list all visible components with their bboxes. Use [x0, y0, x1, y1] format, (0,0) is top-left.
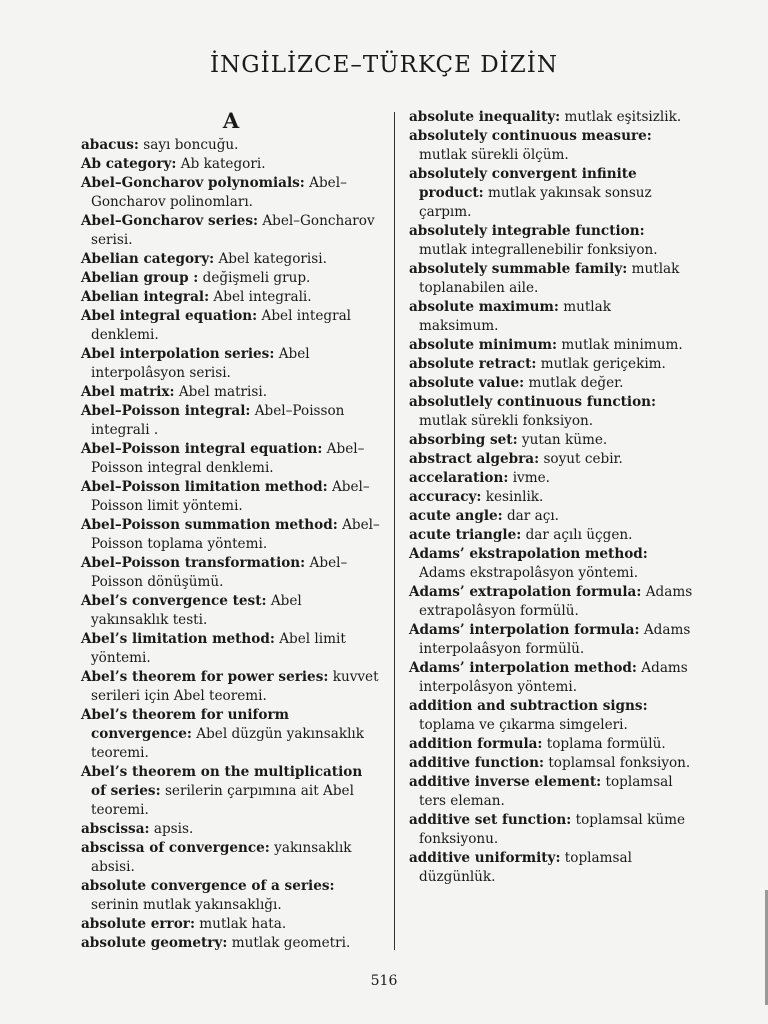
glossary-entry — [409, 773, 694, 811]
entry-definition: toplama ve çıkarma simgeleri. — [419, 717, 628, 733]
glossary-entry — [81, 250, 381, 269]
entry-term: Adams’ ekstrapolation method: — [409, 546, 648, 562]
entry-definition: soyut cebir. — [543, 451, 623, 467]
entry-definition: Abel–Poisson toplama yöntemi. — [91, 517, 380, 552]
entry-term: Adams’ extrapolation formula: — [409, 584, 642, 600]
right-entry-list — [409, 108, 694, 887]
entry-term: Abel interpolation series: — [81, 346, 275, 362]
glossary-entry — [409, 545, 694, 583]
glossary-entry — [409, 488, 694, 507]
entry-definition: Abel interpolâsyon serisi. — [91, 346, 310, 381]
entry-term: abacus: — [81, 137, 139, 153]
glossary-entry — [81, 554, 381, 592]
entry-term: absolutely continuous measure: — [409, 128, 652, 144]
entry-term: Abel matrix: — [81, 384, 175, 400]
glossary-entry — [81, 630, 381, 668]
glossary-entry — [409, 735, 694, 754]
glossary-entry — [409, 355, 694, 374]
glossary-entry — [409, 697, 694, 735]
right-column — [409, 108, 694, 887]
glossary-entry — [409, 431, 694, 450]
glossary-entry — [81, 915, 381, 934]
entry-term: absolutely summable family: — [409, 261, 628, 277]
page-title: İNGİLİZCE–TÜRKÇE DİZİN — [210, 52, 558, 78]
glossary-entry — [81, 155, 381, 174]
section-letter: A — [222, 108, 240, 133]
entry-definition: mutlak hata. — [199, 916, 287, 932]
glossary-entry — [409, 849, 694, 887]
entry-term: absolute convergence of a series: — [81, 878, 335, 894]
entry-definition: toplama formülü. — [546, 736, 666, 752]
entry-definition: mutlak toplanabilen aile. — [419, 261, 680, 296]
entry-term: absolute value: — [409, 375, 525, 391]
entry-term: Abel–Poisson limitation method: — [81, 479, 328, 495]
glossary-entry — [81, 839, 381, 877]
entry-term: Ab category: — [81, 156, 177, 172]
entry-definition: mutlak maksimum. — [419, 299, 612, 334]
entry-term: Abelian integral: — [81, 289, 210, 305]
entry-definition: mutlak sürekli fonksiyon. — [419, 413, 594, 429]
column-divider — [394, 112, 395, 950]
entry-definition: apsis. — [153, 821, 194, 837]
entry-definition: mutlak integrallenebilir fonksiyon. — [419, 242, 658, 258]
entry-term: Abel–Poisson integral: — [81, 403, 251, 419]
entry-term: absolute minimum: — [409, 337, 558, 353]
entry-definition: Adams ekstrapolâsyon yöntemi. — [419, 565, 639, 581]
glossary-entry — [81, 174, 381, 212]
glossary-entry — [409, 621, 694, 659]
entry-definition: Adams interpolaâsyon formülü. — [419, 622, 691, 657]
entry-term: additive uniformity: — [409, 850, 561, 866]
entry-definition: ivme. — [512, 470, 550, 486]
entry-definition: dar açılı üçgen. — [525, 527, 633, 543]
entry-term: absolute maximum: — [409, 299, 559, 315]
page-number: 516 — [370, 973, 398, 989]
glossary-entry — [81, 592, 381, 630]
entry-definition: Ab kategori. — [180, 156, 266, 172]
entry-definition: Abel–Poisson integral denklemi. — [91, 441, 365, 476]
glossary-entry — [81, 934, 381, 953]
glossary-entry — [409, 469, 694, 488]
entry-term: Abel’s limitation method: — [81, 631, 275, 647]
entry-definition: toplamsal ters eleman. — [419, 774, 673, 809]
entry-term: abscissa: — [81, 821, 150, 837]
glossary-entry — [409, 811, 694, 849]
entry-term: accuracy: — [409, 489, 482, 505]
entry-term: additive inverse element: — [409, 774, 602, 790]
glossary-entry — [409, 165, 694, 222]
glossary-entry — [409, 222, 694, 260]
entry-definition: Abel–Poisson dönüşümü. — [91, 555, 348, 590]
entry-term: addition formula: — [409, 736, 543, 752]
glossary-entry — [81, 763, 381, 820]
entry-term: absolutlely continuous function: — [409, 394, 657, 410]
entry-term: Abel–Goncharov series: — [81, 213, 258, 229]
glossary-entry — [409, 336, 694, 355]
entry-term: absolute inequality: — [409, 109, 561, 125]
entry-term: additive set function: — [409, 812, 572, 828]
entry-definition: Abel limit yöntemi. — [91, 631, 346, 666]
entry-definition: Abel düzgün yakınsaklık teoremi. — [91, 726, 365, 761]
entry-term: Abel–Poisson transformation: — [81, 555, 306, 571]
entry-term: absorbing set: — [409, 432, 518, 448]
entry-definition: yakınsaklık absisi. — [91, 840, 352, 875]
entry-definition: mutlak geometri. — [231, 935, 351, 951]
glossary-entry — [81, 820, 381, 839]
entry-definition: kesinlik. — [485, 489, 544, 505]
entry-term: acute triangle: — [409, 527, 522, 543]
glossary-entry — [81, 307, 381, 345]
entry-definition: kuvvet serileri için Abel teoremi. — [91, 669, 379, 704]
entry-term: accelaration: — [409, 470, 509, 486]
glossary-entry — [81, 345, 381, 383]
glossary-entry — [409, 507, 694, 526]
glossary-entry — [409, 450, 694, 469]
entry-term: Abel–Poisson integral equation: — [81, 441, 323, 457]
entry-term: absolutely integrable function: — [409, 223, 645, 239]
entry-definition: Abel integral denklemi. — [91, 308, 352, 343]
entry-term: Abel’s theorem for power series: — [81, 669, 329, 685]
glossary-entry — [81, 668, 381, 706]
entry-definition: toplamsal küme fonksiyonu. — [419, 812, 686, 847]
glossary-entry — [409, 260, 694, 298]
glossary-entry — [81, 706, 381, 763]
glossary-entry — [81, 288, 381, 307]
glossary-entry — [409, 393, 694, 431]
entry-definition: yutan küme. — [521, 432, 608, 448]
entry-term: Abel’s convergence test: — [81, 593, 267, 609]
entry-definition: serinin mutlak yakınsaklığı. — [91, 897, 282, 913]
entry-definition: mutlak değer. — [528, 375, 624, 391]
entry-definition: Abel–Goncharov serisi. — [91, 213, 375, 248]
entry-term: absolutely convergent infinite product: — [409, 166, 637, 201]
entry-term: absolute geometry: — [81, 935, 228, 951]
entry-term: addition and subtraction signs: — [409, 698, 648, 714]
glossary-entry — [409, 374, 694, 393]
entry-term: Adams’ interpolation method: — [409, 660, 637, 676]
entry-term: absolute retract: — [409, 356, 537, 372]
glossary-entry — [81, 269, 381, 288]
entry-definition: sayı boncuğu. — [143, 137, 239, 153]
entry-definition: değişmeli grup. — [202, 270, 311, 286]
entry-term: Abel’s theorem for uniform convergence: — [81, 707, 289, 742]
glossary-entry — [409, 127, 694, 165]
entry-definition: Abel–Poisson integrali . — [91, 403, 345, 438]
entry-term: Abel integral equation: — [81, 308, 258, 324]
entry-definition: dar açı. — [506, 508, 559, 524]
entry-term: Abel–Goncharov polynomials: — [81, 175, 305, 191]
left-column — [81, 108, 381, 953]
glossary-entry — [409, 583, 694, 621]
entry-definition: serilerin çarpımına ait Abel teoremi. — [91, 783, 354, 818]
glossary-entry — [81, 440, 381, 478]
entry-definition: Abel–Poisson limit yöntemi. — [91, 479, 370, 514]
glossary-entry — [409, 526, 694, 545]
entry-definition: toplamsal düzgünlük. — [419, 850, 632, 885]
entry-term: Abelian category: — [81, 251, 215, 267]
entry-term: Abelian group : — [81, 270, 199, 286]
glossary-entry — [409, 659, 694, 697]
entry-definition: Abel kategorisi. — [218, 251, 327, 267]
entry-definition: mutlak eşitsizlik. — [564, 109, 682, 125]
glossary-entry — [81, 478, 381, 516]
entry-definition: Adams extrapolâsyon formülü. — [419, 584, 693, 619]
entry-definition: Adams interpolâsyon yöntemi. — [419, 660, 688, 695]
glossary-entry — [81, 136, 381, 155]
entry-definition: Abel integrali. — [213, 289, 312, 305]
left-entry-list — [81, 136, 381, 953]
entry-definition: mutlak sürekli ölçüm. — [419, 147, 569, 163]
entry-term: absolute error: — [81, 916, 195, 932]
entry-definition: mutlak minimum. — [561, 337, 683, 353]
entry-term: additive function: — [409, 755, 545, 771]
glossary-entry — [81, 383, 381, 402]
glossary-entry — [81, 402, 381, 440]
glossary-entry — [409, 108, 694, 127]
entry-term: acute angle: — [409, 508, 503, 524]
entry-definition: Abel matrisi. — [178, 384, 268, 400]
entry-definition: Abel–Goncharov polinomları. — [91, 175, 347, 210]
entry-definition: mutlak geriçekim. — [540, 356, 666, 372]
entry-term: abscissa of convergence: — [81, 840, 270, 856]
glossary-entry — [81, 877, 381, 915]
glossary-entry — [81, 212, 381, 250]
entry-definition: mutlak yakınsak sonsuz çarpım. — [419, 185, 652, 220]
glossary-entry — [409, 298, 694, 336]
glossary-entry — [409, 754, 694, 773]
entry-term: abstract algebra: — [409, 451, 540, 467]
entry-term: Abel’s theorem on the multiplication of series: — [81, 764, 363, 799]
entry-definition: Abel yakınsaklık testi. — [91, 593, 302, 628]
entry-term: Abel–Poisson summation method: — [81, 517, 338, 533]
glossary-entry — [81, 516, 381, 554]
entry-definition: toplamsal fonksiyon. — [548, 755, 691, 771]
entry-term: Adams’ interpolation formula: — [409, 622, 640, 638]
